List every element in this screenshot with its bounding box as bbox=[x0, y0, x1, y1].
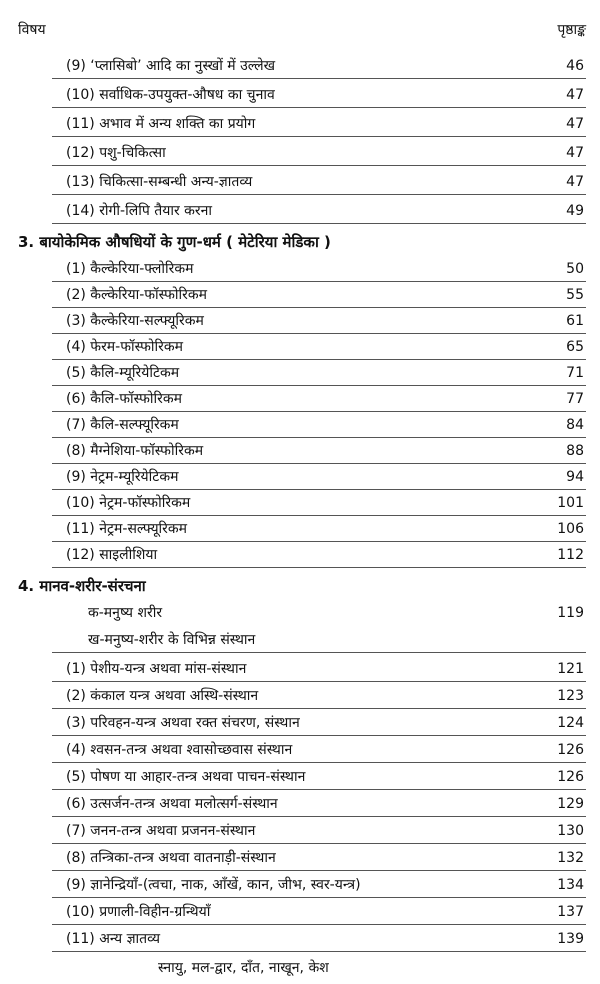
row-rule bbox=[52, 333, 586, 334]
header-subject: विषय bbox=[18, 22, 46, 38]
toc-entry-text: (8) तन्त्रिका-तन्त्र अथवा वातनाड़ी-संस्थान bbox=[66, 850, 276, 866]
toc-row bbox=[0, 821, 600, 847]
toc-entry-text: (6) उत्सर्जन-तन्त्र अथवा मलोत्सर्ग-संस्थान bbox=[66, 796, 278, 812]
toc-entry-page: 47 bbox=[566, 87, 584, 103]
toc-entry-page: 84 bbox=[566, 417, 584, 433]
row-rule bbox=[52, 194, 586, 195]
row-rule bbox=[52, 107, 586, 108]
toc-entry-text: (9) ‘प्लासिबो’ आदि का नुस्खों में उल्लेख bbox=[66, 58, 276, 74]
toc-row bbox=[0, 740, 600, 766]
toc-entry-text: (3) कैल्केरिया-सल्फ्यूरिकम bbox=[66, 313, 204, 329]
row-rule bbox=[52, 359, 586, 360]
toc-entry-page: 126 bbox=[557, 742, 584, 758]
toc-entry-text: (7) जनन-तन्त्र अथवा प्रजनन-संस्थान bbox=[66, 823, 256, 839]
toc-row bbox=[0, 143, 600, 169]
row-rule bbox=[52, 541, 586, 542]
toc-entry-page: 134 bbox=[557, 877, 584, 893]
row-rule bbox=[52, 307, 586, 308]
toc-entry-text: (7) कैलि-सल्फ्यूरिकम bbox=[66, 417, 179, 433]
toc-row bbox=[0, 659, 600, 685]
row-rule bbox=[52, 708, 586, 709]
toc-entry-page: 65 bbox=[566, 339, 584, 355]
header-page-number: पृष्ठाङ्क bbox=[557, 22, 586, 38]
row-rule bbox=[52, 411, 586, 412]
toc-entry-page: 123 bbox=[557, 688, 584, 704]
toc-row bbox=[0, 630, 600, 656]
row-rule bbox=[52, 385, 586, 386]
toc-row bbox=[0, 441, 600, 467]
row-rule bbox=[52, 897, 586, 898]
toc-entry-text: (12) साइलीशिया bbox=[66, 547, 158, 563]
toc-entry-text: (10) नेट्रम-फॉस्फोरिकम bbox=[66, 495, 191, 511]
row-rule bbox=[52, 515, 586, 516]
toc-entry-page: 124 bbox=[557, 715, 584, 731]
toc-entry-page: 121 bbox=[557, 661, 584, 677]
toc-entry-text: (9) ज्ञानेन्द्रियाँ-(त्वचा, नाक, आँखें, कान, जीभ, स्वर-यन्त्र) bbox=[66, 877, 361, 893]
toc-entry-page: 126 bbox=[557, 769, 584, 785]
toc-entry-text: (10) प्रणाली-विहीन-ग्रन्थियाँ bbox=[66, 904, 211, 920]
toc-row bbox=[0, 56, 600, 82]
toc-entry-page: 112 bbox=[557, 547, 584, 563]
toc-row bbox=[0, 603, 600, 629]
row-rule bbox=[52, 843, 586, 844]
section-heading bbox=[0, 232, 600, 258]
toc-row bbox=[0, 285, 600, 311]
toc-entry-page: 47 bbox=[566, 116, 584, 132]
toc-entry-text: (4) फेरम-फॉस्फोरिकम bbox=[66, 339, 183, 355]
toc-row bbox=[0, 259, 600, 285]
toc-entry-text: क-मनुष्य शरीर bbox=[88, 605, 163, 621]
toc-row bbox=[0, 767, 600, 793]
row-rule bbox=[52, 78, 586, 79]
toc-entry-text: (11) अन्य ज्ञातव्य bbox=[66, 931, 161, 947]
toc-entry-text: (2) कैल्केरिया-फॉस्फोरिकम bbox=[66, 287, 208, 303]
toc-entry-page: 139 bbox=[557, 931, 584, 947]
toc-entry-text: (12) पशु-चिकित्सा bbox=[66, 145, 166, 161]
row-rule bbox=[52, 489, 586, 490]
toc-entry-text: ख-मनुष्य-शरीर के विभिन्न संस्थान bbox=[88, 632, 256, 648]
toc-entry-text: (9) नेट्रम-म्यूरियेटिकम bbox=[66, 469, 179, 485]
toc-entry-text: (10) सर्वाधिक-उपयुक्त-औषध का चुनाव bbox=[66, 87, 275, 103]
toc-row bbox=[0, 114, 600, 140]
toc-entry-text: (8) मैग्नेशिया-फॉस्फोरिकम bbox=[66, 443, 204, 459]
toc-row bbox=[0, 363, 600, 389]
toc-row bbox=[0, 311, 600, 337]
toc-row bbox=[0, 519, 600, 545]
row-rule bbox=[52, 789, 586, 790]
toc-entry-text: (2) कंकाल यन्त्र अथवा अस्थि-संस्थान bbox=[66, 688, 259, 704]
toc-entry-page: 61 bbox=[566, 313, 584, 329]
toc-entry-page: 101 bbox=[557, 495, 584, 511]
toc-entry-page: 55 bbox=[566, 287, 584, 303]
toc-row bbox=[0, 545, 600, 571]
toc-entry-text: (11) नेट्रम-सल्फ्यूरिकम bbox=[66, 521, 188, 537]
row-rule bbox=[52, 652, 586, 653]
toc-entry-page: 77 bbox=[566, 391, 584, 407]
toc-entry-page: 47 bbox=[566, 174, 584, 190]
toc-row bbox=[0, 713, 600, 739]
toc-entry-text: (11) अभाव में अन्य शक्ति का प्रयोग bbox=[66, 116, 256, 132]
toc-row bbox=[0, 875, 600, 901]
toc-row bbox=[0, 415, 600, 441]
toc-entry-text: (5) कैलि-म्यूरियेटिकम bbox=[66, 365, 180, 381]
toc-entry-text: (1) कैल्केरिया-फ्लोरिकम bbox=[66, 261, 194, 277]
row-rule bbox=[52, 136, 586, 137]
toc-entry-page: 119 bbox=[557, 605, 584, 621]
toc-row bbox=[0, 902, 600, 928]
toc-row bbox=[0, 201, 600, 227]
sub-entry-line: स्नायु, मल-द्वार, दाँत, नाखून, केश bbox=[158, 960, 329, 976]
toc-entry-text: (1) पेशीय-यन्त्र अथवा मांस-संस्थान bbox=[66, 661, 247, 677]
toc-row bbox=[0, 85, 600, 111]
row-rule bbox=[52, 870, 586, 871]
toc-entry-page: 50 bbox=[566, 261, 584, 277]
section-heading bbox=[0, 576, 600, 602]
row-rule bbox=[52, 437, 586, 438]
toc-row bbox=[0, 337, 600, 363]
toc-entry-text: (13) चिकित्सा-सम्बन्धी अन्य-ज्ञातव्य bbox=[66, 174, 253, 190]
toc-entry-text: (14) रोगी-लिपि तैयार करना bbox=[66, 203, 213, 219]
toc-row bbox=[0, 848, 600, 874]
toc-entry-page: 88 bbox=[566, 443, 584, 459]
toc-entry-page: 132 bbox=[557, 850, 584, 866]
row-rule bbox=[52, 567, 586, 568]
toc-entry-page: 49 bbox=[566, 203, 584, 219]
toc-entry-text: (5) पोषण या आहार-तन्त्र अथवा पाचन-संस्थान bbox=[66, 769, 306, 785]
toc-row bbox=[0, 493, 600, 519]
toc-entry-page: 71 bbox=[566, 365, 584, 381]
row-rule bbox=[52, 924, 586, 925]
toc-entry-text: (4) श्वसन-तन्त्र अथवा श्वासोच्छवास संस्थान bbox=[66, 742, 293, 758]
row-rule bbox=[52, 735, 586, 736]
toc-entry-page: 94 bbox=[566, 469, 584, 485]
toc-entry-page: 137 bbox=[557, 904, 584, 920]
row-rule bbox=[52, 165, 586, 166]
toc-entry-text: (6) कैलि-फॉस्फोरिकम bbox=[66, 391, 182, 407]
row-rule bbox=[52, 681, 586, 682]
toc-entry-page: 47 bbox=[566, 145, 584, 161]
toc-row bbox=[0, 794, 600, 820]
toc-row bbox=[0, 686, 600, 712]
section-title: 3. बायोकेमिक औषधियों के गुण-धर्म ( मेटेरिया मेडिका ) bbox=[18, 233, 331, 251]
toc-row bbox=[0, 929, 600, 955]
row-rule bbox=[52, 951, 586, 952]
toc-entry-page: 106 bbox=[557, 521, 584, 537]
row-rule bbox=[52, 223, 586, 224]
toc-row bbox=[0, 389, 600, 415]
toc-entry-page: 130 bbox=[557, 823, 584, 839]
row-rule bbox=[52, 762, 586, 763]
row-rule bbox=[52, 463, 586, 464]
toc-entry-page: 129 bbox=[557, 796, 584, 812]
toc-row bbox=[0, 172, 600, 198]
toc-row bbox=[0, 467, 600, 493]
toc-entry-page: 46 bbox=[566, 58, 584, 74]
row-rule bbox=[52, 281, 586, 282]
toc-entry-text: (3) परिवहन-यन्त्र अथवा रक्त संचरण, संस्थान bbox=[66, 715, 300, 731]
section-title: 4. मानव-शरीर-संरचना bbox=[18, 577, 146, 595]
row-rule bbox=[52, 816, 586, 817]
